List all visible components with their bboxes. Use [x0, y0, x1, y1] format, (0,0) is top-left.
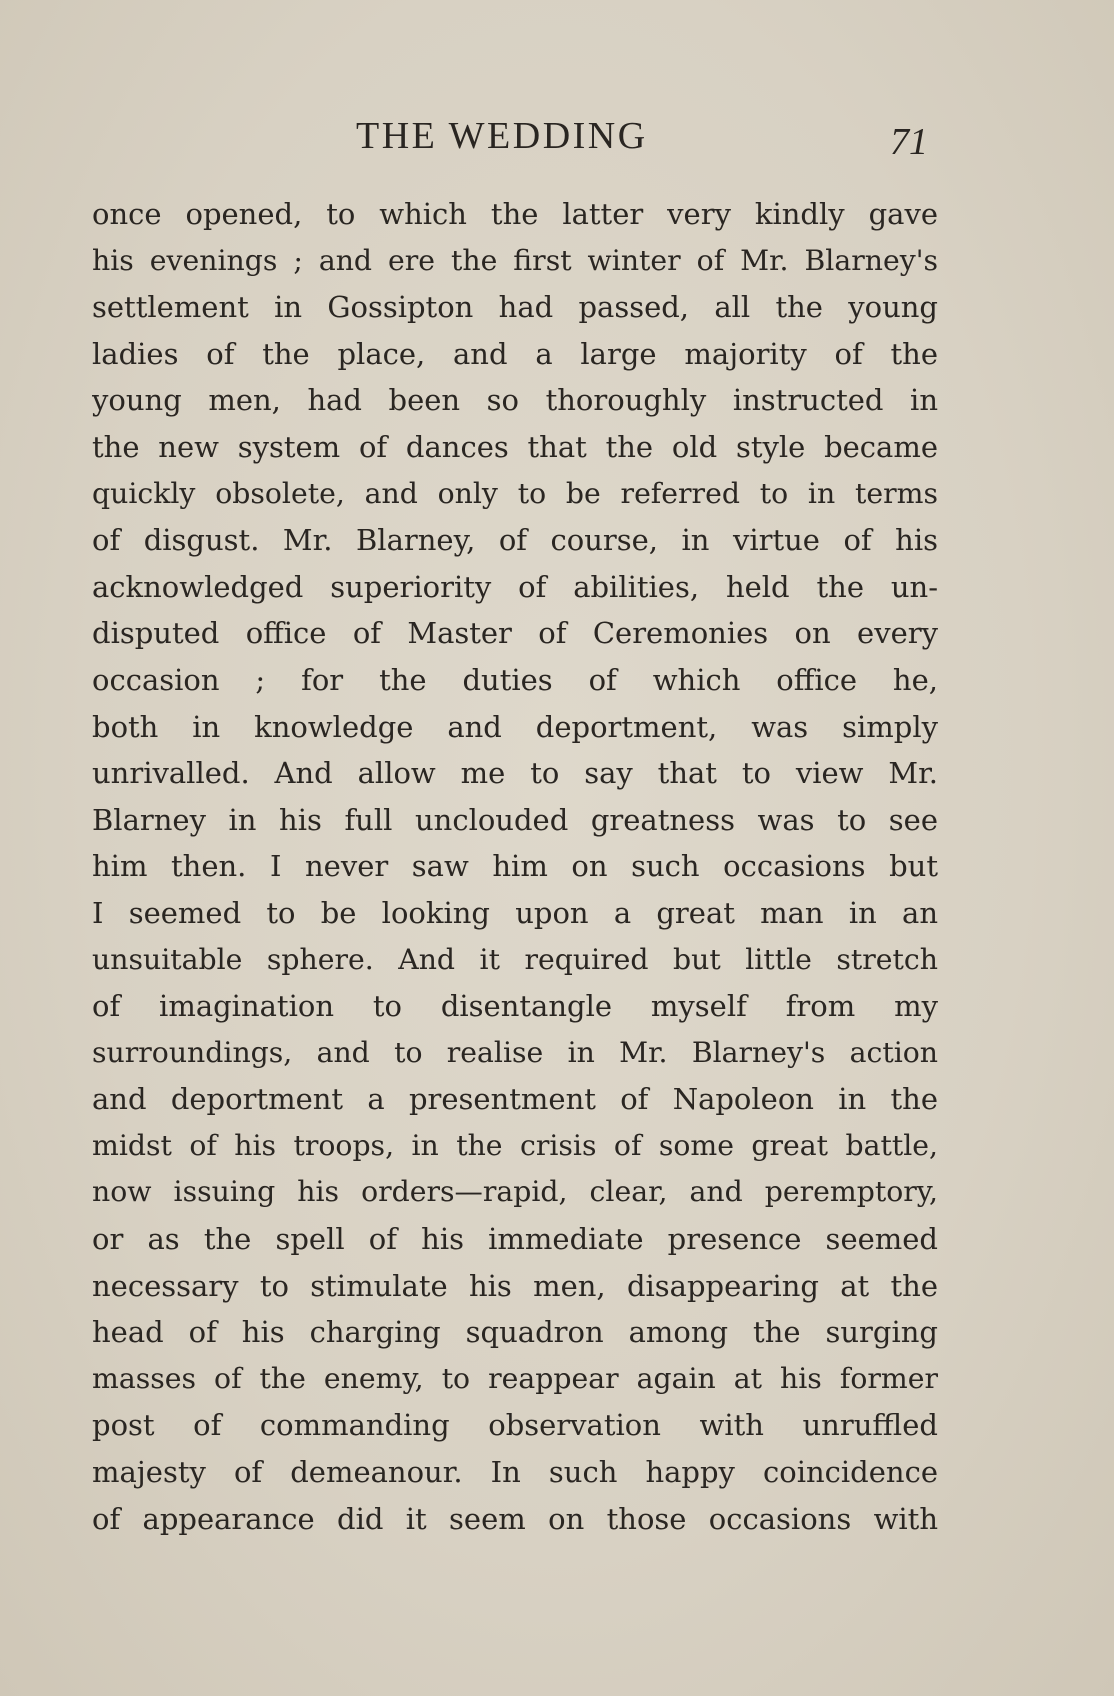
text-line: or as the spell of his immediate presence seemed — [92, 1222, 938, 1257]
text-line: masses of the enemy, to reappear again at his former — [92, 1361, 938, 1395]
text-line: Blarney in his full unclouded greatness was to see — [92, 802, 938, 837]
text-line: necessary to stimulate his men, disappearing at the — [92, 1268, 938, 1303]
text-line: both in knowledge and deportment, was simply — [92, 709, 938, 744]
text-line: of disgust. Mr. Blarney, of course, in virtue of his — [92, 523, 938, 558]
text-line: midst of his troops, in the crisis of some great battle, — [92, 1128, 938, 1162]
text-line: settlement in Gossipton had passed, all the young — [92, 290, 938, 325]
text-line: and deportment a presentment of Napoleon in the — [92, 1082, 938, 1117]
text-line: majesty of demeanour. In such happy coincidence — [92, 1455, 938, 1490]
text-line: now issuing his orders—rapid, clear, and peremptory, — [92, 1175, 938, 1209]
text-line: unsuitable sphere. And it required but little stretch — [92, 942, 938, 976]
text-line: his evenings ; and ere the first winter of Mr. Blarney's — [92, 243, 938, 277]
text-line: once opened, to which the latter very kindly gave — [92, 197, 938, 231]
text-line: the new system of dances that the old style became — [92, 429, 938, 464]
text-line: post of commanding observation with unruffled — [92, 1408, 938, 1443]
text-line: head of his charging squadron among the surging — [92, 1315, 938, 1350]
text-line: acknowledged superiority of abilities, held the un- — [92, 569, 938, 604]
text-line: surroundings, and to realise in Mr. Blarney's action — [92, 1035, 938, 1069]
text-line: ladies of the place, and a large majority of the — [92, 336, 938, 371]
running-head — [0, 112, 1114, 163]
text-line: quickly obsolete, and only to be referred to in terms — [92, 476, 938, 510]
text-line: occasion ; for the duties of which office he, — [92, 662, 938, 697]
chapter-title: THE WEDDING — [356, 115, 648, 157]
text-line: him then. I never saw him on such occasions but — [92, 849, 938, 884]
page-number: 71 — [890, 121, 928, 163]
text-line: young men, had been so thoroughly instructed in — [92, 383, 938, 418]
text-line: unrivalled. And allow me to say that to view Mr. — [92, 756, 938, 791]
text-line: I seemed to be looking upon a great man in an — [92, 895, 938, 930]
text-line: of imagination to disentangle myself from my — [92, 989, 938, 1024]
body-text — [92, 191, 938, 1542]
text-line: of appearance did it seem on those occasions with — [92, 1501, 938, 1536]
text-line: disputed office of Master of Ceremonies on every — [92, 616, 938, 651]
